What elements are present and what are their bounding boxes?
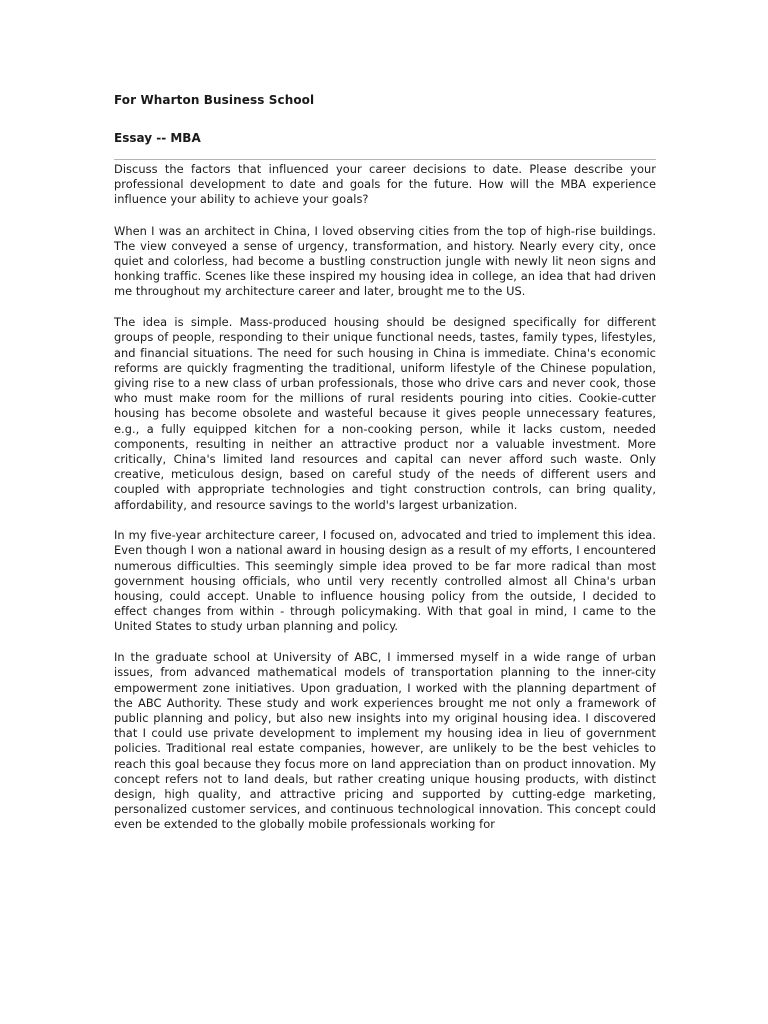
essay-prompt: Discuss the factors that influenced your career decisions to date. Please describe your professional development to date and goals for the future. How will the MBA experience influence your ability to achieve your goals? (114, 162, 656, 207)
essay-paragraph-1: When I was an architect in China, I loved observing cities from the top of high-rise buildings. The view conveyed a sense of urgency, transformation, and history. Nearly every city, once quiet and colorless, had become a bustling construction jungle with newly lit neon signs and honking traffic. Scenes like these inspired my housing idea in college, an idea that had driven me throughout my architecture career and later, brought me to the US. (114, 223, 656, 299)
essay-paragraph-3: In my five-year architecture career, I focused on, advocated and tried to implement this idea. Even though I won a national award in housing design as a result of my efforts, I encountered numerous difficulties. This seemingly simple idea proved to be far more radical than most government housing officials, who until very recently controlled almost all China's urban housing, could accept. Unable to influence housing policy from the outside, I decided to effect changes from within - through policymaking. With that goal in mind, I came to the United States to study urban planning and policy. (114, 528, 656, 634)
school-title: For Wharton Business School (114, 93, 315, 107)
title-divider (114, 159, 656, 160)
essay-page (114, 92, 656, 833)
essay-paragraph-2: The idea is simple. Mass-produced housing should be designed specifically for different groups of people, responding to their unique functional needs, tastes, family types, lifestyles, and financial situations. The need for such housing in China is immediate. China's economic reforms are quickly fragmenting the traditional, uniform lifestyle of the Chinese population, giving rise to a new class of urban professionals, those who drive cars and never cook, those who must make room for the millions of rural residents pouring into cities. Cookie-cutter housing has become obsolete and wasteful because it gives people unnecessary features, e.g., a fully equipped kitchen for a non-cooking person, while it lacks custom, needed components, resulting in neither an attractive product nor a valuable investment. More critically, China's limited land resources and capital can never afford such waste. Only creative, meticulous design, based on careful study of the needs of different users and coupled with appropriate technologies and tight construction controls, can bring quality, affordability, and resource savings to the world's largest urbanization. (114, 315, 656, 512)
essay-paragraph-4: In the graduate school at University of ABC, I immersed myself in a wide range of urban issues, from advanced mathematical models of transportation planning to the inner-city empowerment zone initiatives. Upon graduation, I worked with the planning department of the ABC Authority. These study and work experiences brought me not only a framework of public planning and policy, but also new insights into my original housing idea. I discovered that I could use private development to implement my housing idea in lieu of government policies. Traditional real estate companies, however, are unlikely to be the best vehicles to reach this goal because they focus more on land appreciation than on product innovation. My concept refers not to land deals, but rather creating unique housing products, with distinct design, high quality, and attractive pricing and supported by cutting-edge marketing, personalized customer services, and continuous technological innovation. This concept could even be extended to the globally mobile professionals working for (114, 650, 656, 832)
essay-type-title: Essay -- MBA (114, 131, 201, 145)
